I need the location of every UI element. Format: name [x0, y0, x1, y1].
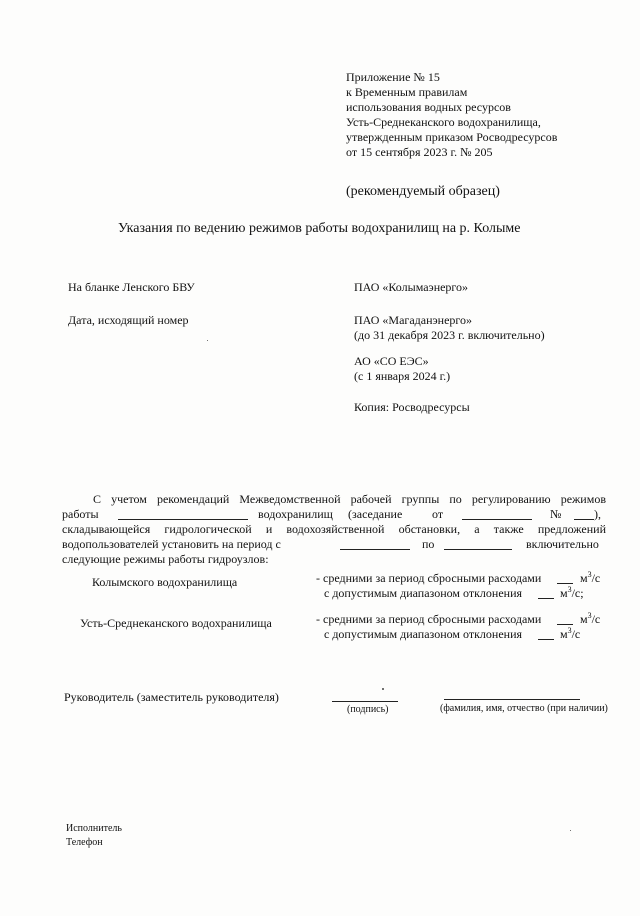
body-line-2 — [62, 507, 606, 522]
unit-label — [560, 586, 584, 601]
unit-m: м — [580, 612, 588, 626]
regime-line: с допустимым диапазоном отклонения — [324, 627, 523, 641]
unit-label — [580, 571, 600, 586]
body-word: (заседание — [348, 507, 403, 521]
phone-label: Телефон — [66, 837, 103, 848]
signature-line — [332, 701, 398, 702]
blank-field — [557, 572, 573, 584]
blank-field — [462, 508, 532, 520]
recipient-3 — [354, 354, 450, 384]
body-line-3: складывающейся гидрологической и водохозяйственной обстановки, а также предложений — [62, 522, 606, 536]
unit-exp: 3 — [567, 626, 572, 635]
approval-block — [346, 70, 557, 160]
regime-line: - средними за период сбросными расходами — [316, 612, 542, 626]
blank-field — [557, 613, 573, 625]
unit-exp: 3 — [587, 611, 592, 620]
page-title: Указания по ведению режимов работы водохранилищ на р. Колыме — [118, 221, 521, 236]
signature-caption: (подпись) — [347, 704, 389, 715]
signatory-role: Руководитель (заместитель руководителя) — [64, 690, 279, 704]
recipient-2 — [354, 313, 545, 343]
blank-field — [340, 538, 410, 550]
name-caption: (фамилия, имя, отчество (при наличии) — [440, 703, 608, 714]
body-word: включительно — [526, 537, 599, 551]
scan-speck — [207, 340, 208, 341]
executor-label: Исполнитель — [66, 823, 122, 834]
approval-line: Усть-Среднеканского водохранилища, — [346, 115, 541, 129]
reservoir-name: Усть-Среднеканского водохранилища — [80, 616, 272, 630]
unit-tail: /с — [571, 627, 581, 641]
unit-tail: /с — [591, 612, 601, 626]
reservoir-name: Колымского водохранилища — [92, 575, 238, 589]
body-line-4 — [62, 537, 606, 552]
body-line-5: следующие режимы работы гидроузлов: — [62, 552, 269, 566]
blank-field — [538, 587, 554, 599]
date-number-note: Дата, исходящий номер — [68, 313, 189, 327]
recipient-1: ПАО «Колымаэнерго» — [354, 280, 469, 294]
blank-field — [118, 508, 248, 520]
unit-exp: 3 — [587, 570, 592, 579]
unit-exp: 3 — [567, 585, 572, 594]
regime-block-2 — [316, 612, 616, 642]
blank-field — [538, 628, 554, 640]
blank-field — [444, 538, 512, 550]
recipient-name: АО «СО ЕЭС» — [354, 354, 429, 368]
copy-recipient: Копия: Росводресурсы — [354, 400, 470, 414]
approval-line: от 15 сентября 2023 г. № 205 — [346, 145, 493, 159]
executor-block — [66, 822, 122, 850]
approval-line: к Временным правилам — [346, 85, 468, 99]
name-line — [444, 699, 580, 700]
recipient-note: (с 1 января 2024 г.) — [354, 369, 451, 383]
blank-field — [574, 508, 594, 520]
body-word: по — [422, 537, 435, 551]
unit-m: м — [560, 627, 568, 641]
regime-line: с допустимым диапазоном отклонения — [324, 586, 523, 600]
sample-note: (рекомендуемый образец) — [346, 184, 500, 199]
body-word: ), — [594, 507, 601, 521]
unit-label — [560, 627, 580, 642]
recipient-name: ПАО «Магаданэнерго» — [354, 313, 473, 327]
unit-tail: /с — [591, 571, 601, 585]
unit-tail: /с; — [571, 586, 584, 600]
unit-m: м — [560, 586, 568, 600]
unit-m: м — [580, 571, 588, 585]
approval-line: утвержденным приказом Росводресурсов — [346, 130, 558, 144]
scan-speck — [382, 688, 384, 690]
body-word: № — [550, 507, 562, 521]
body-word: водопользователей установить на период с — [62, 537, 281, 551]
body-word: водохранилищ — [258, 507, 333, 521]
approval-line: Приложение № 15 — [346, 70, 440, 84]
body-line-1: С учетом рекомендаций Межведомственной рабочей группы по регулированию режимов — [93, 492, 606, 506]
regime-line: - средними за период сбросными расходами — [316, 571, 542, 585]
letterhead-note: На бланке Ленского БВУ — [68, 280, 195, 294]
scan-speck — [570, 830, 571, 831]
recipient-note: (до 31 декабря 2023 г. включительно) — [354, 328, 545, 342]
regime-block-1 — [316, 571, 616, 601]
body-word: от — [432, 507, 444, 521]
unit-label — [580, 612, 600, 627]
approval-line: использования водных ресурсов — [346, 100, 511, 114]
body-word: работы — [62, 507, 99, 521]
